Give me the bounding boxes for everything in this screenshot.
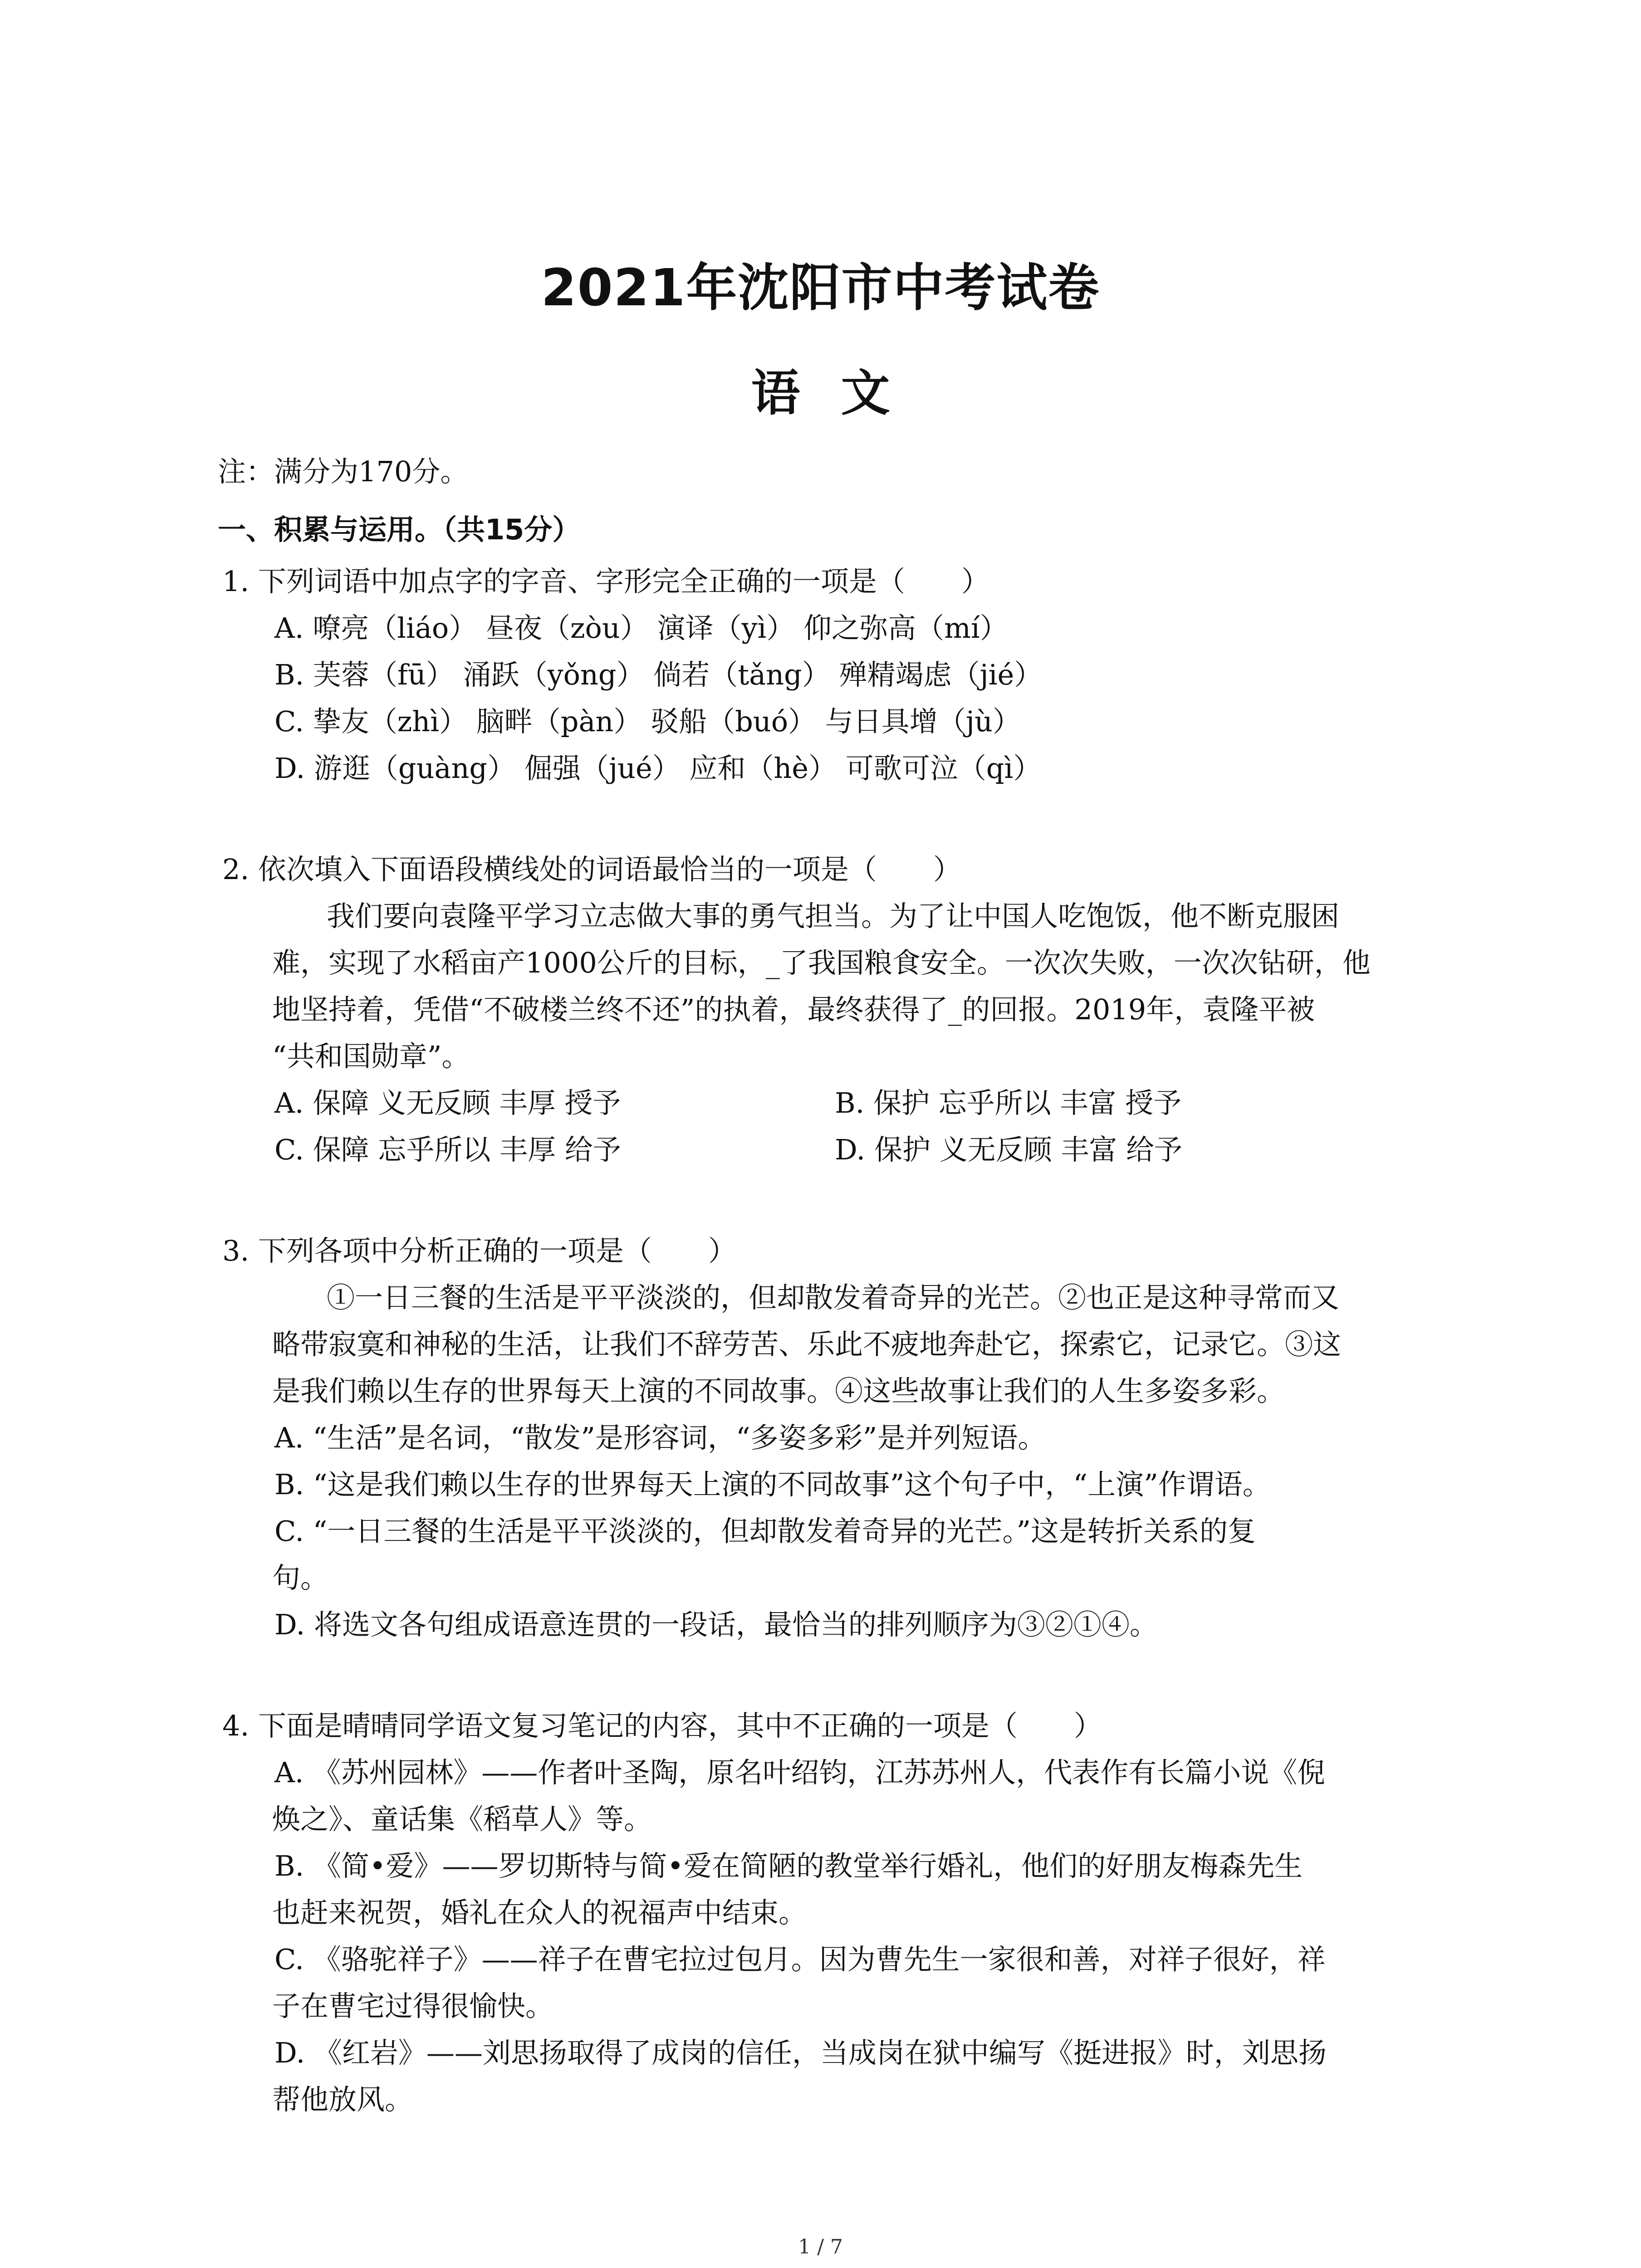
question-3-option-d: D. 将选文各句组成语意连贯的一段话，最恰当的排列顺序为③②①④。 <box>274 1608 1158 1641</box>
question-2-passage-line: 难，实现了水稻亩产1000公斤的目标，_了我国粮食安全。一次次失败，一次次钻研，他 <box>272 946 1371 979</box>
question-4-option-c-continued: 子在曹宅过得很愉快。 <box>272 1989 554 2023</box>
question-4-option-a-continued: 焕之》、童话集《稻草人》等。 <box>272 1803 652 1836</box>
question-2-option-d: D. 保护 义无反顾 丰富 给予 <box>835 1133 1183 1166</box>
exam-title: 2021年沈阳市中考试卷 <box>541 259 1100 318</box>
question-2-option-a: A. 保障 义无反顾 丰厚 授予 <box>274 1086 621 1119</box>
question-4-option-b: B. 《简•爱》——罗切斯特与简•爱在简陋的教堂举行婚礼，他们的好朋友梅森先生 <box>274 1849 1303 1882</box>
section-heading: 一、积累与运用。（共15分） <box>218 513 581 546</box>
question-1-option-c: C. 挚友（zhì） 脑畔（pàn） 驳船（buó） 与日具增（jù） <box>274 705 1021 738</box>
question-3-option-c-continued: 句。 <box>272 1561 329 1594</box>
question-2-passage-line: 我们要向袁隆平学习立志做大事的勇气担当。为了让中国人吃饱饭，他不断克服困 <box>327 899 1340 933</box>
question-3-option-b: B. “这是我们赖以生存的世界每天上演的不同故事”这个句子中，“上演”作谓语。 <box>274 1468 1271 1501</box>
question-4-option-a: A. 《苏州园林》——作者叶圣陶，原名叶绍钧，江苏苏州人，代表作有长篇小说《倪 <box>274 1756 1326 1789</box>
question-4-stem: 4. 下面是晴晴同学语文复习笔记的内容，其中不正确的一项是（ ） <box>222 1709 1102 1742</box>
question-3-passage-line: 是我们赖以生存的世界每天上演的不同故事。④这些故事让我们的人生多姿多彩。 <box>272 1374 1285 1408</box>
subject-title: 语文 <box>751 365 931 422</box>
question-3-option-a: A. “生活”是名词，“散发”是形容词，“多姿多彩”是并列短语。 <box>274 1421 1046 1454</box>
question-2-stem: 2. 依次填入下面语段横线处的词语最恰当的一项是（ ） <box>222 853 961 886</box>
question-3-passage-line: ①一日三餐的生活是平平淡淡的，但却散发着奇异的光芒。②也正是这种寻常而又 <box>327 1281 1340 1314</box>
page-number: 1 / 7 <box>798 2235 843 2258</box>
question-2-option-b: B. 保护 忘乎所以 丰富 授予 <box>835 1086 1182 1119</box>
question-2-option-c: C. 保障 忘乎所以 丰厚 给予 <box>274 1133 621 1166</box>
question-1-option-d: D. 游逛（guàng） 倔强（jué） 应和（hè） 可歌可泣（qì） <box>274 752 1042 785</box>
question-3-option-c: C. “一日三餐的生活是平平淡淡的，但却散发着奇异的光芒。”这是转折关系的复 <box>274 1515 1256 1548</box>
question-3-passage-line: 略带寂寞和神秘的生活，让我们不辞劳苦、乐此不疲地奔赴它，探索它，记录它。③这 <box>272 1328 1342 1361</box>
question-1-option-a: A. 嘹亮（liáo） 昼夜（zòu） 演译（yì） 仰之弥高（mí） <box>274 611 1008 645</box>
score-note: 注：满分为170分。 <box>218 455 469 488</box>
question-2-passage-line: “共和国勋章”。 <box>272 1040 470 1073</box>
question-1-option-b: B. 芙蓉（fū） 涌跃（yǒng） 倘若（tǎng） 殚精竭虑（jié） <box>274 658 1043 691</box>
question-1-stem: 1. 下列词语中加点字的字音、字形完全正确的一项是（ ） <box>222 565 989 598</box>
question-4-option-d: D. 《红岩》——刘思扬取得了成岗的信任，当成岗在狱中编写《挺进报》时，刘思扬 <box>274 2036 1327 2069</box>
question-3-stem: 3. 下列各项中分析正确的一项是（ ） <box>222 1234 736 1267</box>
question-2-passage-line: 地坚持着，凭借“不破楼兰终不还”的执着，最终获得了_的回报。2019年，袁隆平被 <box>272 993 1315 1026</box>
question-4-option-b-continued: 也赶来祝贺，婚礼在众人的祝福声中结束。 <box>272 1896 807 1929</box>
question-4-option-d-continued: 帮他放风。 <box>272 2083 413 2116</box>
question-4-option-c: C. 《骆驼祥子》——祥子在曹宅拉过包月。因为曹先生一家很和善，对祥子很好，祥 <box>274 1943 1326 1976</box>
